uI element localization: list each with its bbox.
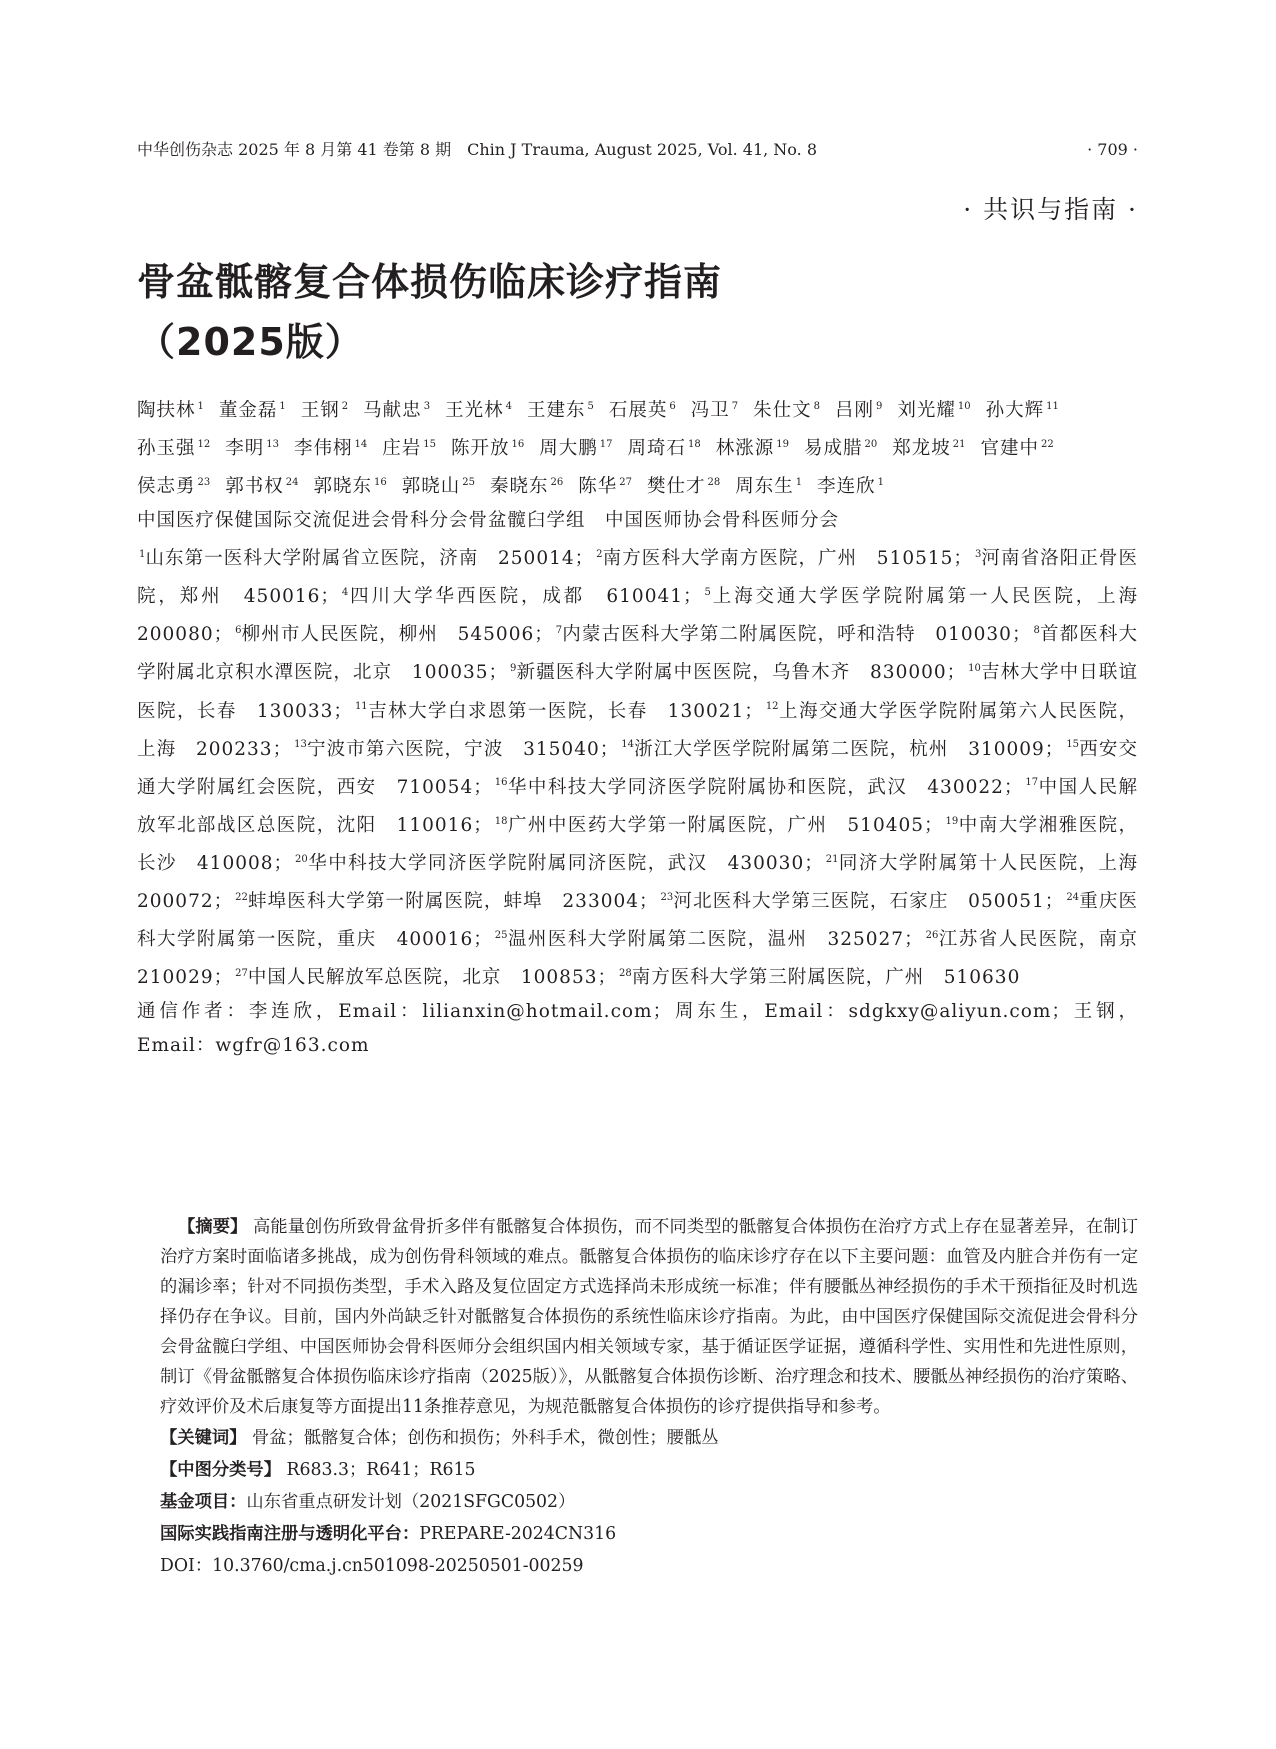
author-affiliation-number: 8 [813,401,821,412]
affiliation-text: 吉林大学中日联谊医院，长春 130033； [137,662,1138,722]
author-name: 郑龙坡 [892,438,951,460]
author-name: 李伟栩 [294,438,353,460]
affiliation-text: 中国人民解放军总医院，北京 100853； [247,966,617,988]
author [363,390,430,428]
affiliation-item [233,967,617,988]
journal-citation: 中华创伤杂志 2025 年 8 月第 41 卷第 8 期 Chin J Trauma, August 2025, Vol. 41, No. 8 [137,140,817,159]
affiliation-number: 3 [974,549,982,561]
affiliation-item [619,739,1064,760]
affiliation-text: 山东第一医科大学附属省立医院，济南 250014； [145,548,595,570]
affiliation-text: 浙江大学医学院附属第二医院，杭州 310009； [633,738,1065,760]
author [451,428,524,466]
affiliation-text: 上海交通大学医学院附属第一人民医院，上海 200080； [137,586,1158,646]
affiliation-text: 西安交通大学附属红会医院，西安 710054； [137,738,1138,798]
keywords [160,1422,1138,1454]
author-name: 郭晓东 [313,476,373,498]
author-affiliation-number: 4 [505,401,512,412]
author [527,390,594,428]
author-affiliation-number: 9 [876,401,883,412]
author-affiliation-number: 26 [550,477,564,489]
author [137,428,210,466]
author [539,428,612,466]
affiliation-number: 15 [1066,739,1080,751]
author-name: 刘光耀 [897,400,956,422]
author [835,390,882,428]
affiliation-number: 1 [139,549,146,561]
author [137,390,204,428]
abstract [160,1212,1138,1422]
organizations: 中国医疗保健国际交流促进会骨科分会骨盆髋臼学组 中国医师协会骨科医师分会 [137,510,840,532]
author-name: 秦晓东 [490,476,549,498]
affiliation-text: 华中科技大学同济医学院附属协和医院，武汉 430022； [507,776,1024,798]
affiliation-number: 20 [295,853,308,865]
affiliation-number: 26 [925,929,939,941]
affiliation-item [617,967,1020,988]
author [294,428,367,466]
author-affiliation-number: 5 [587,401,594,412]
abstract-label: 【摘要】 [178,1217,248,1237]
author [892,428,965,466]
affiliation-item [659,891,1065,912]
affiliation-text: 柳州市人民医院，柳州 545006； [241,624,554,646]
author-list [137,390,1138,504]
affiliation-number: 19 [945,815,959,827]
affiliation-number: 14 [621,739,634,751]
affiliation-number: 21 [825,853,839,865]
author-affiliation-number: 14 [354,439,368,451]
author-name: 樊仕才 [647,476,706,498]
affiliation-number: 8 [1033,625,1040,637]
author [314,466,387,504]
affiliation-text: 蚌埠医科大学第一附属医院，蚌埠 233004； [247,890,659,912]
affiliation-text: 重庆医科大学附属第一医院，重庆 400016； [137,890,1138,950]
author-name: 陈开放 [451,438,510,460]
author-affiliation-number: 6 [669,401,676,412]
author-affiliation-number: 27 [619,477,632,489]
author-name: 朱仕文 [753,400,812,422]
author-name: 石展英 [608,400,668,422]
author [691,390,738,428]
author-affiliation-number: 24 [285,477,299,489]
page-number: · 709 · [1087,140,1138,159]
author-name: 林涨源 [715,438,775,460]
affiliation-number: 25 [494,929,508,941]
affiliation-number: 23 [660,891,674,903]
affiliation-number: 27 [235,967,248,979]
affiliation-text: 首都医科大学附属北京积水潭医院，北京 100035； [137,624,1139,684]
author [804,428,877,466]
affiliation-text: 四川大学华西医院，成都 610041； [348,586,703,608]
author-name: 易成腊 [804,438,863,460]
affiliation-number: 24 [1066,891,1080,903]
affiliation-text: 吉林大学白求恩第一医院，长春 130021； [367,700,764,722]
funding-text: 山东省重点研发计划（2021SFGC0502） [246,1492,576,1512]
keywords-label: 【关键词】 [160,1428,247,1448]
author [219,390,286,428]
registration-text: PREPARE-2024CN316 [419,1524,617,1544]
author [716,428,789,466]
author [817,466,884,504]
affiliation-number: 5 [704,587,711,599]
author-name: 李连欣 [817,476,876,498]
affiliation-number: 22 [235,891,248,903]
affiliation-text: 上海交通大学医学院附属第六人民医院，上海 200233； [137,700,1138,760]
author [382,428,436,466]
author-name: 吕刚 [835,400,875,422]
author-affiliation-number: 2 [341,401,349,412]
corresponding-authors: 通信作者：李连欣，Email：lilianxin@hotmail.com；周东生，Email：sdgkxy@aliyun.com；王钢，Email：wgfr@163.com [137,1000,1138,1056]
author-affiliation-number: 16 [374,477,387,489]
abstract-block [160,1212,1138,1582]
author-name: 马献忠 [363,400,422,422]
affiliation-number: 28 [618,967,632,979]
title-line-1: 骨盆骶髂复合体损伤临床诊疗指南 [137,260,723,304]
author-name: 郭晓山 [401,476,461,498]
author [445,390,512,428]
author-name: 董金磊 [218,400,278,422]
author-name: 郭书权 [225,476,284,498]
classification-label: 【中图分类号】 [160,1460,281,1480]
author [578,466,632,504]
author-affiliation-number: 28 [707,477,721,489]
author-affiliation-number: 16 [511,439,525,451]
author-affiliation-number: 1 [795,477,803,489]
affiliation-item [353,701,764,722]
author-name: 王光林 [445,400,504,422]
affiliation-number: 13 [294,739,307,751]
affiliation-item [554,624,1032,645]
affiliation-text: 宁波市第六医院，宁波 315040； [306,738,620,760]
author-affiliation-number: 22 [1041,439,1054,451]
front-matter [137,390,1158,1063]
affiliation-text: 江苏省人民医院，南京 210029； [137,928,1158,988]
affiliations [137,538,1158,995]
registration-label: 国际实践指南注册与透明化平台： [160,1524,420,1544]
affiliation-item [493,929,924,950]
author [981,428,1054,466]
affiliation-text: 河北医科大学第三医院，石家庄 050051； [673,890,1065,912]
affiliation-number: 17 [1025,777,1039,789]
affiliation-number: 4 [341,587,349,599]
author [628,428,701,466]
author-affiliation-number: 1 [197,401,204,412]
affiliation-text: 新疆医科大学附属中医医院，乌鲁木齐 830000； [516,662,967,684]
affiliation-item [493,815,944,836]
author-name: 陈华 [578,476,618,498]
author [225,466,298,504]
author-name: 王钢 [300,400,340,422]
author-name: 周大鹏 [539,438,598,460]
affiliation-item [293,853,824,874]
affiliation-number: 11 [354,701,368,713]
affiliation-item [340,586,703,607]
funding [160,1486,1138,1518]
affiliation-item [493,777,1024,798]
author-name: 周琦石 [627,438,687,460]
affiliation-item [292,739,619,760]
author [137,466,210,504]
author [609,390,676,428]
classification-text: R683.3；R641；R615 [286,1460,476,1480]
affiliation-number: 16 [494,777,508,789]
affiliation-text: 内蒙古医科大学第二附属医院，呼和浩特 010030； [562,624,1032,646]
author-affiliation-number: 7 [731,401,739,412]
affiliation-text: 广州中医药大学第一附属医院，广州 510405； [507,814,944,836]
author-affiliation-number: 17 [599,439,613,451]
affiliation-item [508,662,966,683]
author-affiliation-number: 1 [279,401,286,412]
author-name: 陶扶林 [137,400,196,422]
author-name: 庄岩 [382,438,422,460]
abstract-text: 高能量创伤所致骨盆骨折多伴有骶髂复合体损伤，而不同类型的骶髂复合体损伤在治疗方式上存在显著差异，在制订治疗方案时面临诸多挑战，成为创伤骨科领域的难点。骶髂复合体损伤的临床诊疗存在以下主要问题：血管及内脏合并伤有一定的漏诊率；针对不同损伤类型，手术入路及复位固定方式选择尚未形成统一标准；伴有腰骶丛神经损伤的手术干预指征及时机选择仍存在争议。目前，国内外尚缺乏针对骶髂复合体损伤的系统性临床诊疗指南。为此，由中国医疗保健国际交流促进会骨科分会骨盆髋臼学组、中国医师协会骨科医师分会组织国内相关领域专家，基于循证医学证据，遵循科学性、实用性和先进性原则，制订《骨盆骶髂复合体损伤临床诊疗指南（2025版）》，从骶髂复合体损伤诊断、治疗理念和技术、腰骶丛神经损伤的治疗策略、疗效评价及术后康复等方面提出11条推荐意见，为规范骶髂复合体损伤的诊疗提供指导和参考。 [160,1217,1138,1417]
registration [160,1518,1138,1550]
affiliation-text: 南方医科大学第三附属医院，广州 510630 [631,966,1021,988]
affiliation-item [594,548,973,569]
affiliation-text: 中国人民解放军北部战区总医院，沈阳 110016； [137,776,1139,836]
affiliation-number: 12 [765,701,779,713]
author [735,466,802,504]
author-affiliation-number: 10 [957,401,971,412]
author-name: 李明 [225,438,265,460]
author [490,466,563,504]
affiliation-number: 2 [596,549,603,561]
author-affiliation-number: 1 [877,477,885,489]
author-name: 侯志勇 [137,476,196,498]
author [402,466,475,504]
affiliation-item [137,548,594,569]
affiliation-number: 10 [968,663,981,675]
classification [160,1454,1138,1486]
author-name: 官建中 [980,438,1040,460]
author [225,428,279,466]
section-tag: · 共识与指南 · [963,195,1138,224]
affiliation-number: 6 [235,625,242,637]
affiliation-text: 同济大学附属第十人民医院，上海 200072； [137,852,1158,912]
affiliation-text: 华中科技大学同济医学院附属同济医院，武汉 430030； [307,852,824,874]
funding-label: 基金项目： [160,1492,247,1512]
author-affiliation-number: 20 [864,439,878,451]
article-title [137,252,722,372]
author-affiliation-number: 19 [776,439,789,451]
author-name: 孙玉强 [137,438,196,460]
affiliation-text: 河南省洛阳正骨医院，郑州 450016； [137,548,1139,608]
doi: DOI：10.3760/cma.j.cn501098-20250501-00259 [160,1556,584,1576]
author-affiliation-number: 23 [197,477,211,489]
author [986,390,1059,428]
author-affiliation-number: 11 [1046,401,1059,412]
affiliation-text: 中南大学湘雅医院，长沙 410008； [137,814,1139,874]
keywords-text: 骨盆；骶髂复合体；创伤和损伤；外科手术，微创性；腰骶丛 [251,1428,719,1448]
author-name: 王建东 [526,400,586,422]
author [897,390,970,428]
author-name: 冯卫 [690,400,730,422]
affiliation-text: 南方医科大学南方医院，广州 510515； [602,548,973,570]
affiliation-number: 18 [494,815,508,827]
author-affiliation-number: 18 [688,439,701,451]
affiliation-number: 9 [510,663,517,675]
author-affiliation-number: 12 [197,439,211,451]
author [301,390,348,428]
author-name: 周东生 [735,476,794,498]
title-line-2: （2025版） [137,320,364,364]
author-affiliation-number: 3 [423,401,431,412]
affiliation-item [233,624,554,645]
author-affiliation-number: 25 [462,477,475,489]
author-affiliation-number: 21 [952,439,966,451]
author-affiliation-number: 15 [423,439,436,451]
author [753,390,820,428]
author-name: 孙大辉 [985,400,1045,422]
author [647,466,720,504]
affiliation-item [233,891,658,912]
author-affiliation-number: 13 [266,439,279,451]
affiliation-text: 温州医科大学附属第二医院，温州 325027； [507,928,924,950]
affiliation-number: 7 [555,625,563,637]
